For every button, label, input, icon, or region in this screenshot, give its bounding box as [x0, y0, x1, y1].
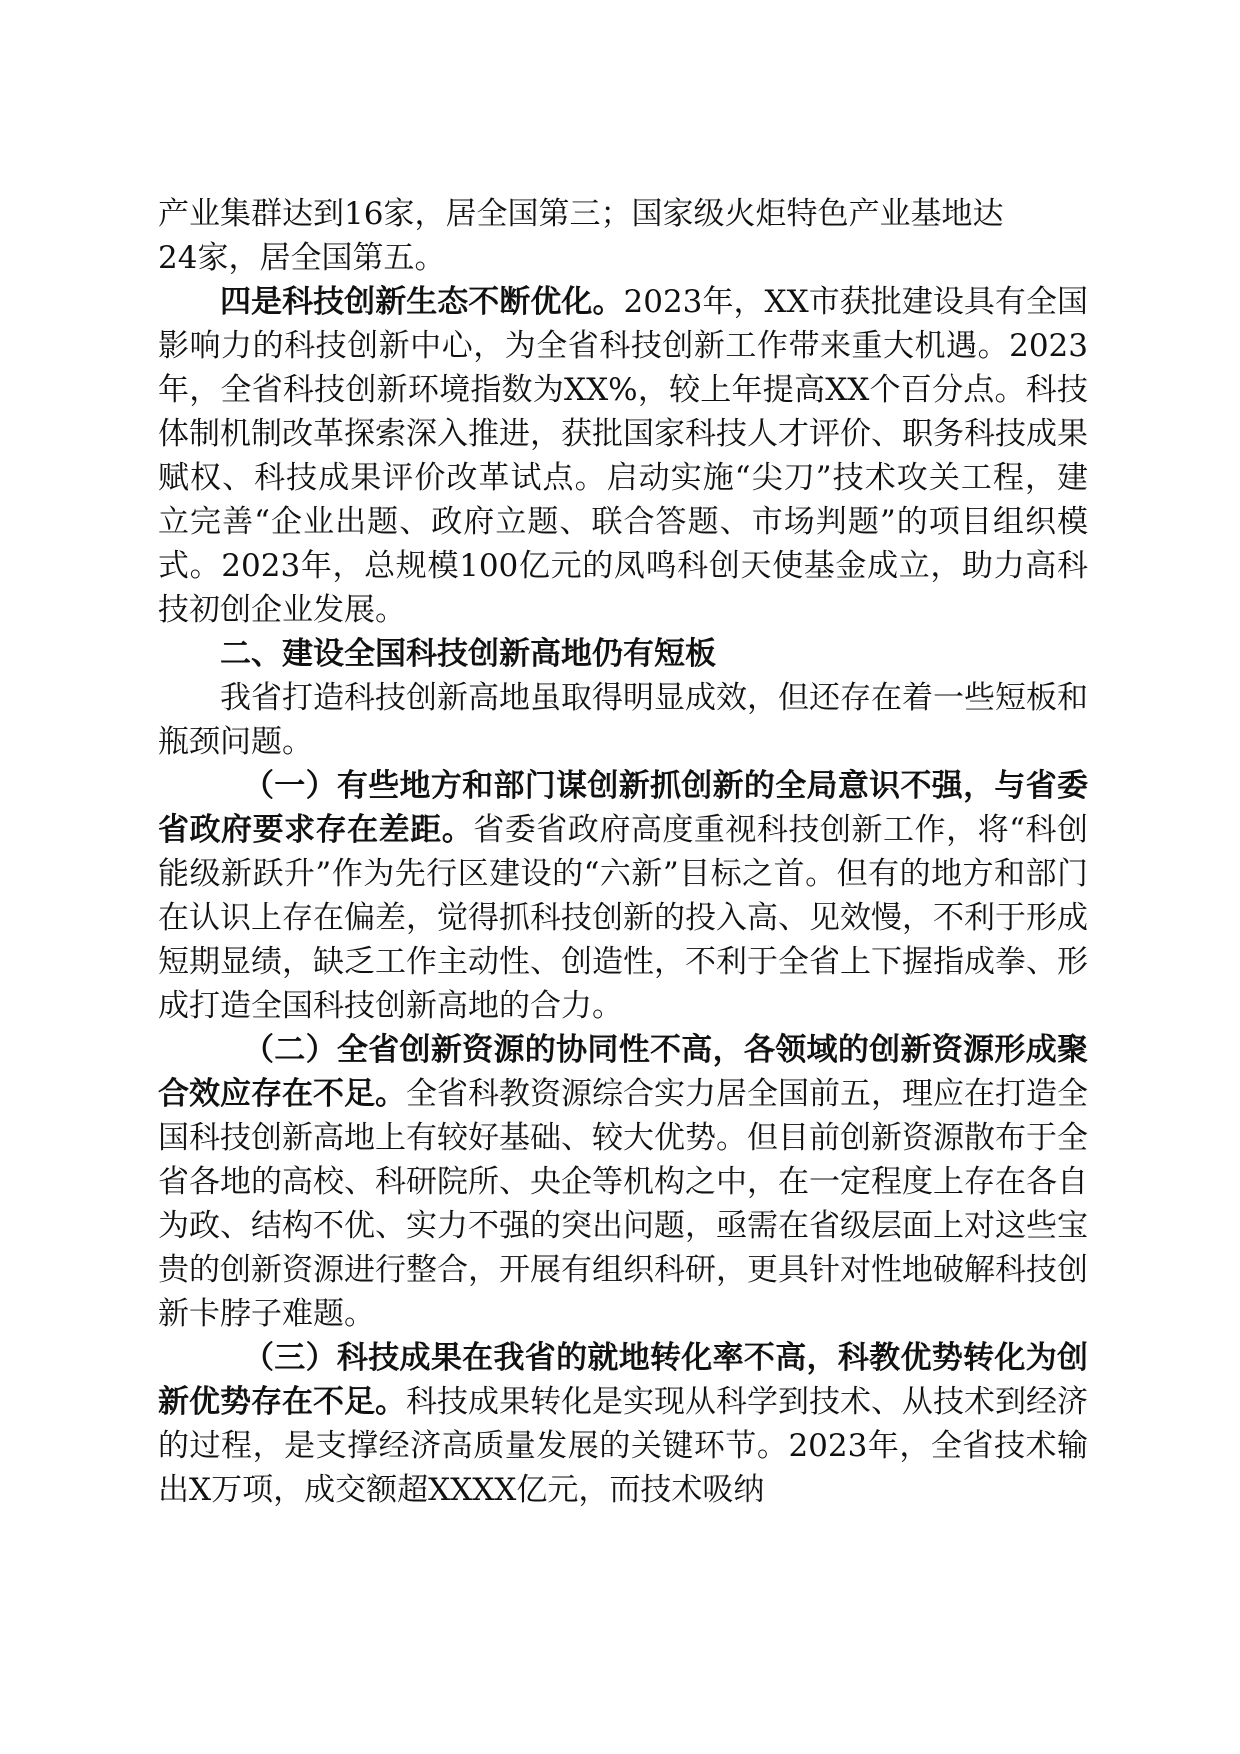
- paragraph-lead: 四是科技创新生态不断优化。: [220, 284, 624, 320]
- subsection-heading: （二）全省创新资源的协同性不高，各领域的创新资源形成聚合效应存在不足。: [158, 1032, 1088, 1112]
- subsection-2: [158, 1028, 1088, 1336]
- text-line: 24家，居全国第五。: [158, 240, 446, 276]
- paragraph-industry-clusters: [158, 192, 1088, 280]
- subsection-1: [158, 764, 1088, 1028]
- paragraph-body: 2023年，XX市获批建设具有全国影响力的科技创新中心，为全省科技创新工作带来重大机遇。2023年，全省科技创新环境指数为XX%，较上年提高XX个百分点。科技体制机制改革探索深入推进，获批国家科技人才评价、职务科技成果赋权、科技成果评价改革试点。启动实施“尖刀”技术攻关工程，建立完善“企业出题、政府立题、联合答题、市场判题”的项目组织模式。2023年，总规模100亿元的凤鸣科创天使基金成立，助力高科技初创企业发展。: [158, 284, 1089, 628]
- subsection-body: 省委省政府高度重视科技创新工作，将“科创能级新跃升”作为先行区建设的“六新”目标之首。但有的地方和部门在认识上存在偏差，觉得抓科技创新的投入高、见效慢，不利于形成短期显绩，缺乏工作主动性、创造性，不利于全省上下握指成拳、形成打造全国科技创新高地的合力。: [158, 812, 1089, 1024]
- subsection-heading: （一）有些地方和部门谋创新抓创新的全局意识不强，与省委省政府要求存在差距。: [158, 768, 1088, 848]
- subsection-body: 科技成果转化是实现从科学到技术、从技术到经济的过程，是支撑经济高质量发展的关键环节。2023年，全省技术输出X万项，成交额超XXXX亿元，而技术吸纳: [158, 1384, 1088, 1508]
- text-line: 产业集群达到16家，居全国第三；国家级火炬特色产业基地达: [158, 196, 1004, 232]
- subsection-3: [158, 1336, 1088, 1512]
- paragraph-intro: 我省打造科技创新高地虽取得明显成效，但还存在着一些短板和瓶颈问题。: [158, 680, 1088, 760]
- subsection-heading: （三）科技成果在我省的就地转化率不高，科教优势转化为创新优势存在不足。: [158, 1340, 1088, 1420]
- section-heading: 二、建设全国科技创新高地仍有短板: [220, 636, 716, 672]
- subsection-body: 全省科教资源综合实力居全国前五，理应在打造全国科技创新高地上有较好基础、较大优势。但目前创新资源散布于全省各地的高校、科研院所、央企等机构之中，在一定程度上存在各自为政、结构不优、实力不强的突出问题，亟需在省级层面上对这些宝贵的创新资源进行整合，开展有组织科研，更具针对性地破解科技创新卡脖子难题。: [158, 1076, 1088, 1332]
- document-page: [158, 192, 1088, 1512]
- paragraph-innovation-ecosystem: [158, 280, 1088, 632]
